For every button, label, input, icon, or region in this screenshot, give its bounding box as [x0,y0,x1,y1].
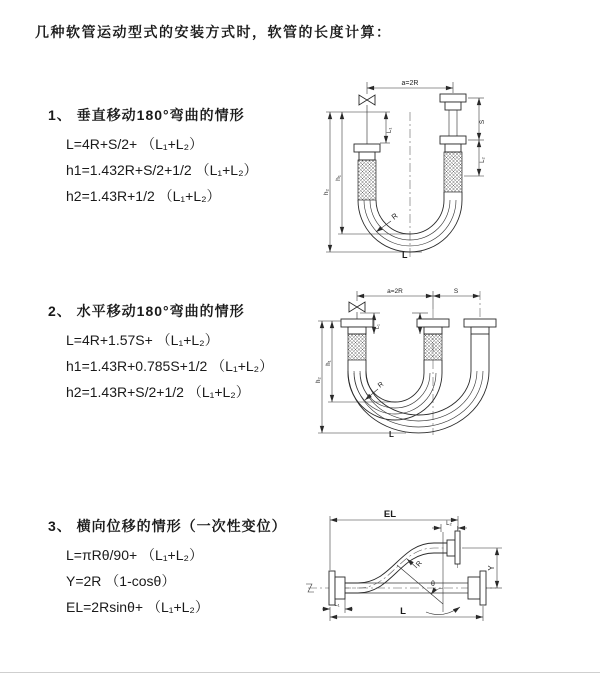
braided-section [444,152,462,192]
section-heading: 2、 水平移动180°弯曲的情形 [48,303,245,319]
dim-label-el: EL [383,509,397,520]
formula-line: h2=1.43R+S/2+1/2 （L₁+L₂） [66,384,250,400]
flange-upper-right [447,531,460,564]
dim-label-y: Y [487,565,496,571]
hose-fittings-left [354,144,380,200]
dim-label-l2: L₂ [480,157,486,163]
dim-label-l1: L₁ [387,127,393,133]
hose-fittings [341,319,496,371]
angle-label: θ [431,581,435,588]
dim-label-h2: h₂ [323,188,330,196]
formula-line: Y=2R （1-cosθ） [66,573,176,589]
hose-u-bend-position1 [348,360,442,420]
section-heading: 3、 横向位移的情形（一次性变位） [48,518,287,534]
dim-label-a2r: a=2R [387,288,403,295]
radius-label: R [389,211,400,222]
flange-lower-right [468,571,486,605]
dim-label-l2: L₂ [446,521,452,527]
length-label: L [402,250,408,260]
flange-left [329,571,345,605]
formula-line: EL=2Rsinθ+ （L₁+L₂） [66,599,209,615]
section-lateral-displacement [48,516,287,620]
formula-line: L=πRθ/90+ （L₁+L₂） [66,547,203,563]
valve-icon [359,95,375,144]
radius-label: R [376,380,386,390]
dim-label-h2: h₂ [316,377,322,383]
dim-label-a2r: a=2R [401,80,419,87]
formula-line: h1=1.432R+S/2+1/2 （L₁+L₂） [66,162,258,178]
centerlines [433,291,480,435]
dim-label-h1: h₁ [326,360,332,366]
section-vertical-bend [48,105,258,209]
diagram-labels [334,509,496,617]
valve-icon [349,302,365,319]
section-horizontal-bend [48,301,273,405]
dim-label-s: S [453,288,459,295]
formula-line: L=4R+S/2+ （L₁+L₂） [66,136,204,152]
dim-label-l1: L₁ [334,602,340,608]
braided-section [348,334,366,360]
braided-section [358,160,376,200]
dimension-lines [322,516,502,621]
page-bottom-rule [0,672,600,673]
dim-label-h1: h₁ [335,175,342,181]
diagram-horizontal-180-bend [310,283,600,448]
dim-label-l1: L₁ [375,324,381,329]
diagram-lateral-displacement [300,502,600,647]
diagram-vertical-180-bend [310,70,600,265]
hose-s-curve-position [340,543,464,593]
hose-fittings-right [440,94,466,200]
radius-label: R [415,559,424,569]
formula-line: L=4R+1.57S+ （L₁+L₂） [66,332,219,348]
formula-line: h1=1.43R+0.785S+1/2 （L₁+L₂） [66,358,274,374]
braided-section [424,334,442,360]
dim-label-s: S [479,119,486,125]
length-label: L [400,606,406,617]
diagram-labels [316,288,459,439]
section-heading: 1、 垂直移动180°弯曲的情形 [48,107,245,123]
page-title: 几种软管运动型式的安装方式时，软管的长度计算： [35,24,392,40]
length-label: L [389,430,394,439]
formula-line: h2=1.43R+1/2 （L₁+L₂） [66,188,221,204]
